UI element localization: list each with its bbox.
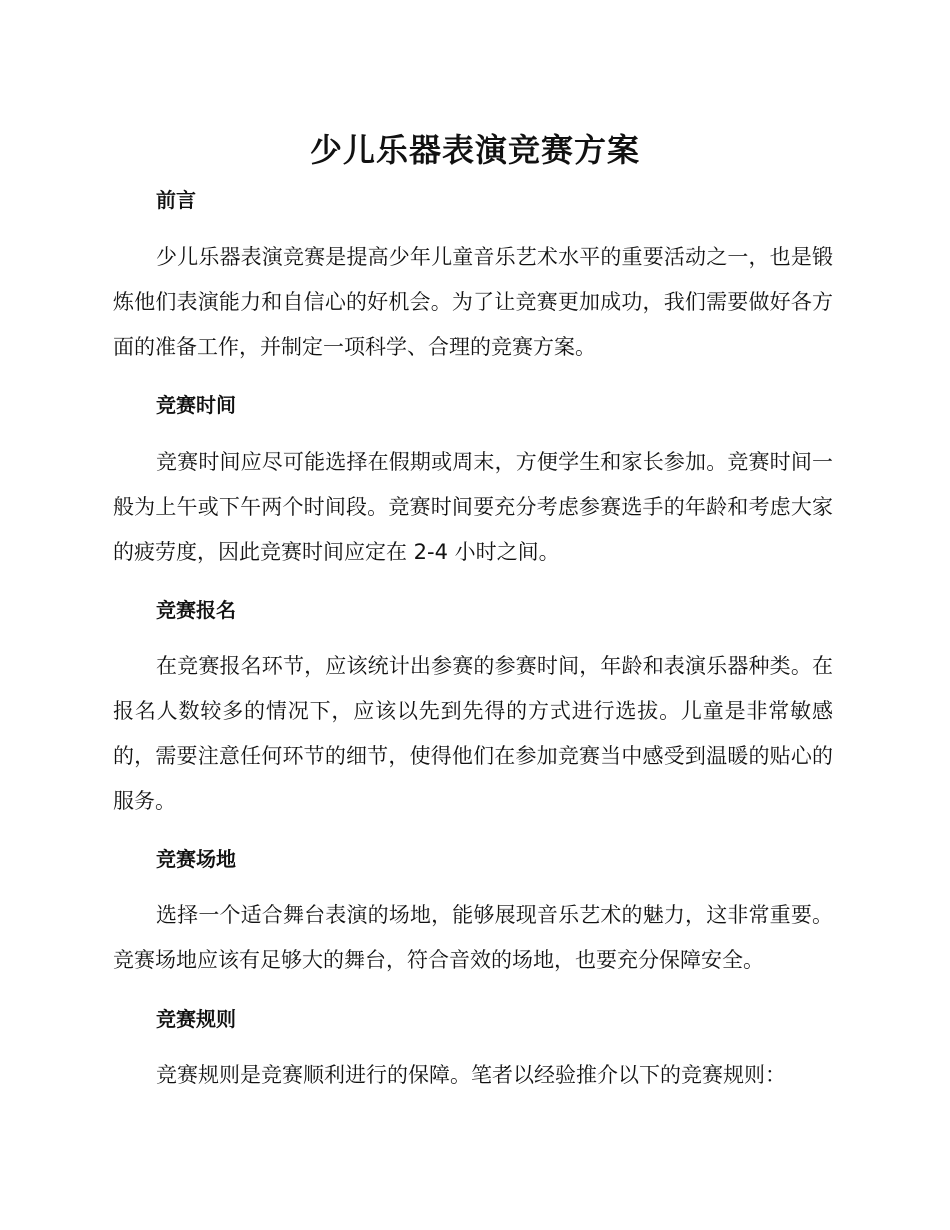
section-paragraph-rules: 竞赛规则是竞赛顺利进行的保障。笔者以经验推介以下的竞赛规则：	[156, 1063, 786, 1087]
section-paragraph-preface: 少儿乐器表演竞赛是提高少年儿童音乐艺术水平的重要活动之一，也是锻炼他们表演能力和自信心的好机会。为了让竞赛更加成功，我们需要做好各方面的准备工作，并制定一项科学、合理的竞赛方案。	[113, 245, 833, 359]
section-heading-preface: 前言	[156, 188, 196, 212]
section-paragraph-time: 竞赛时间应尽可能选择在假期或周末，方便学生和家长参加。竞赛时间一般为上午或下午两个时间段。竞赛时间要充分考虑参赛选手的年龄和考虑大家的疲劳度，因此竞赛时间应定在 2-4 小时之间。	[113, 450, 833, 564]
section-heading-rules: 竞赛规则	[156, 1007, 236, 1031]
section-heading-registration: 竞赛报名	[156, 598, 236, 622]
section-paragraph-venue: 选择一个适合舞台表演的场地，能够展现音乐艺术的魅力，这非常重要。竞赛场地应该有足够大的舞台，符合音效的场地，也要充分保障安全。	[113, 903, 833, 972]
section-heading-venue: 竞赛场地	[156, 847, 236, 871]
document-title: 少儿乐器表演竞赛方案	[309, 131, 640, 169]
section-paragraph-registration: 在竞赛报名环节，应该统计出参赛的参赛时间，年龄和表演乐器种类。在报名人数较多的情况下，应该以先到先得的方式进行选拔。儿童是非常敏感的，需要注意任何环节的细节，使得他们在参加竞赛当中感受到温暖的贴心的服务。	[113, 654, 833, 813]
section-heading-time: 竞赛时间	[156, 393, 236, 417]
